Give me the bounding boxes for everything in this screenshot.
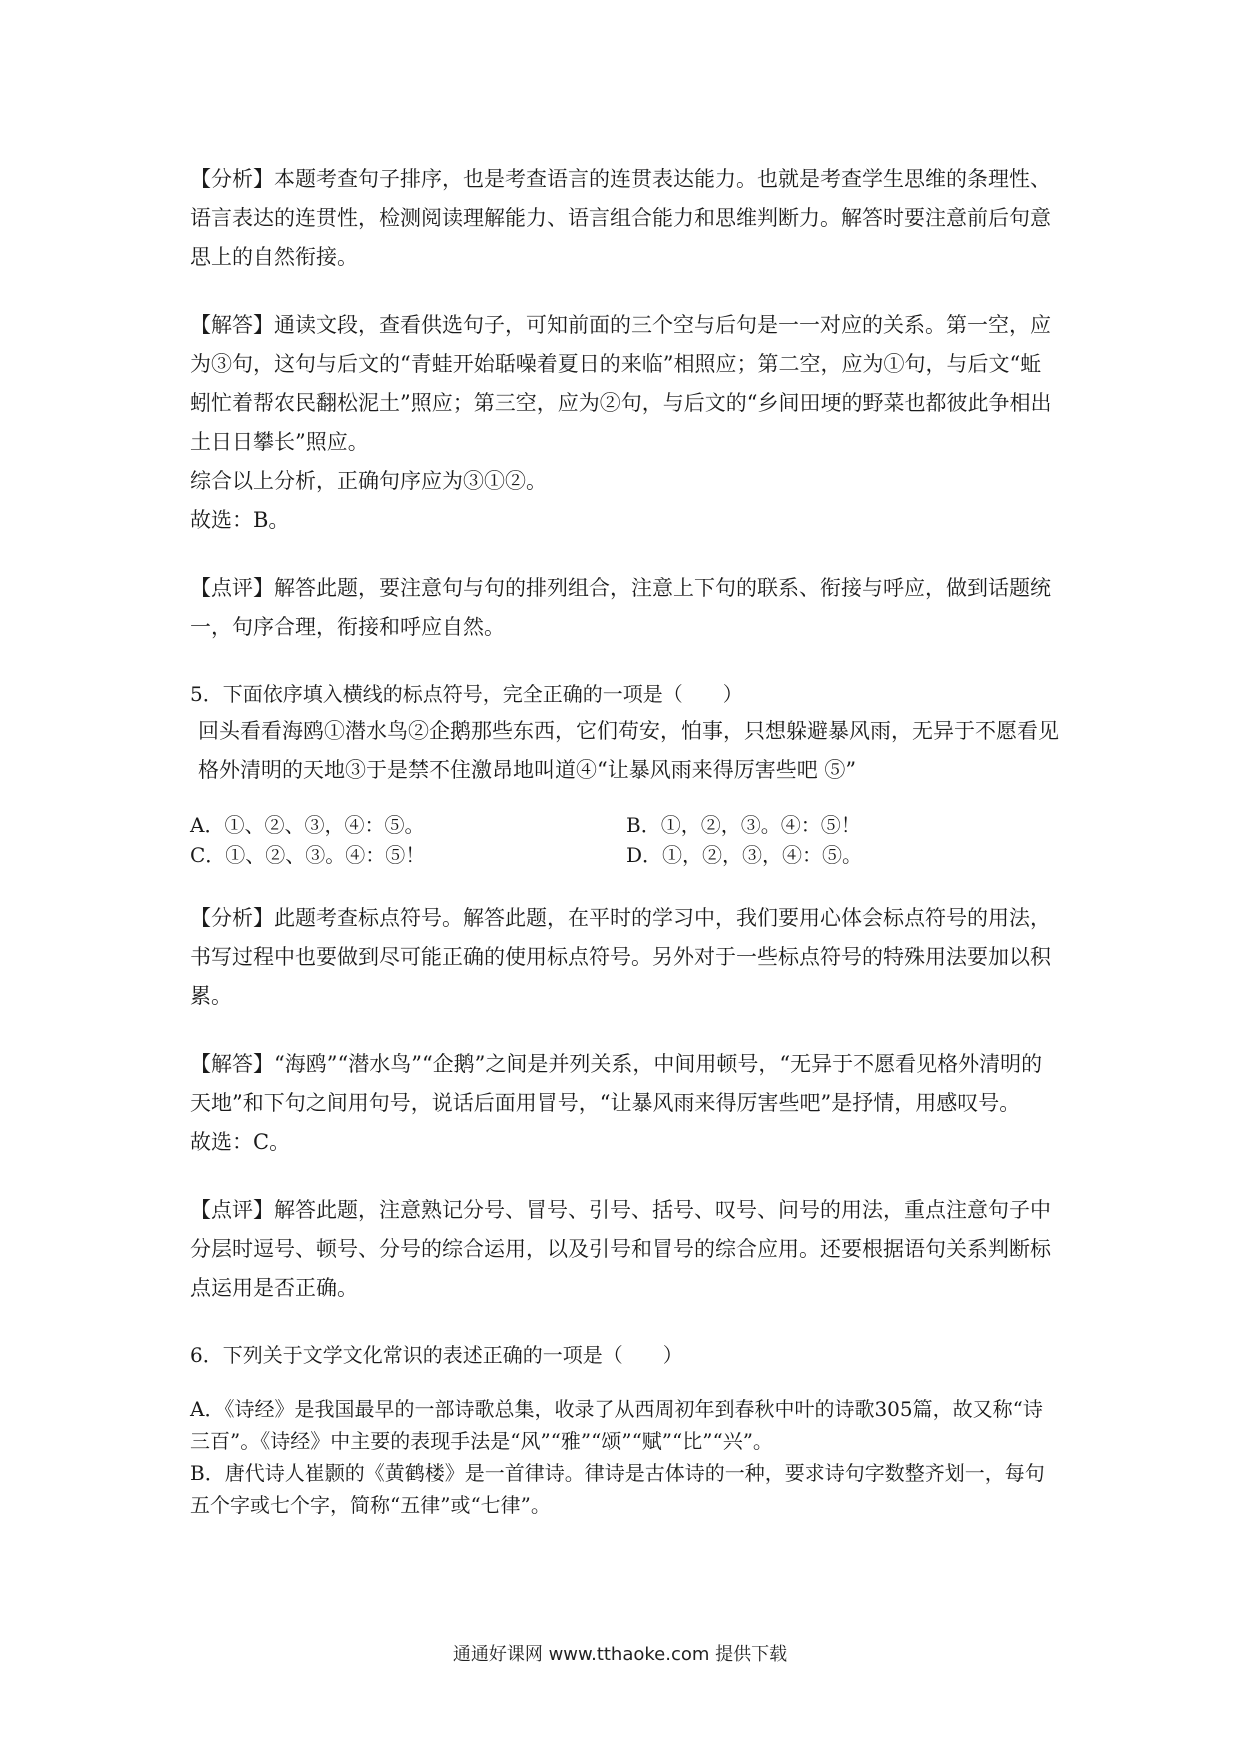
q4-answer: 【解答】通读文段，查看供选句子，可知前面的三个空与后句是一一对应的关系。第一空，应为③句，这句与后文的“青蛙开始聒噪着夏日的来临”相照应；第二空，应为①句，与后文“蚯蚓忙着帮农民翻松泥土”照应；第三空，应为②句，与后文的“乡间田埂的野菜也都彼此争相出土日日攀长”照应。 [190,313,1052,454]
q5-option-d: D．①，②，③，④：⑤。 [626,843,863,867]
q4-comment: 【点评】解答此题，要注意句与句的排列组合，注意上下句的联系、衔接与呼应，做到话题统一，句序合理，衔接和呼应自然。 [190,576,1051,639]
q5-choice: 故选：C。 [190,1130,291,1154]
q5-stem: 5．下面依序填入横线的标点符号，完全正确的一项是（ ） [190,682,743,706]
q5-option-c: C．①、②、③。④：⑤！ [190,843,426,867]
q4-choice: 故选：B。 [190,508,290,532]
q5-passage: 回头看看海鸥①潜水鸟②企鹅那些东西，它们苟安，怕事，只想躲避暴风雨，无异于不愿看见格外清明的天地③于是禁不住激昂地叫道④“让暴风雨来得厉害些吧 ⑤” [198,719,1059,782]
q6-stem: 6．下列关于文学文化常识的表述正确的一项是（ ） [190,1343,683,1367]
page-footer: 通通好课网 www.tthaoke.com 提供下载 [452,1644,788,1665]
q5-answer: 【解答】“海鸥”“潜水鸟”“企鹅”之间是并列关系，中间用顿号，“无异于不愿看见格外清明的天地”和下句之间用句号，说话后面用冒号，“让暴风雨来得厉害些吧”是抒情，用感叹号。 [190,1052,1043,1115]
document-body [190,160,1060,1521]
q6-options [190,1393,1060,1521]
q5-option-b: B．①，②，③。④：⑤！ [626,813,861,837]
q4-analysis: 【分析】本题考查句子排序，也是考查语言的连贯表达能力。也就是考查学生思维的条理性、语言表达的连贯性，检测阅读理解能力、语言组合能力和思维判断力。解答时要注意前后句意思上的自然衔接。 [190,167,1051,269]
q5-comment: 【点评】解答此题，注意熟记分号、冒号、引号、括号、叹号、问号的用法，重点注意句子中分层时逗号、顿号、分号的综合运用，以及引号和冒号的综合应用。还要根据语句关系判断标点运用是否正确。 [190,1198,1051,1300]
q5-options [190,810,1060,870]
q6-option-a: A．《诗经》是我国最早的一部诗歌总集，收录了从西周初年到春秋中叶的诗歌305篇，故又称“诗三百”。《诗经》中主要的表现手法是“风”“雅”“颂”“赋”“比”“兴”。 [190,1397,1043,1453]
q5-analysis: 【分析】此题考查标点符号。解答此题，在平时的学习中，我们要用心体会标点符号的用法，书写过程中也要做到尽可能正确的使用标点符号。另外对于一些标点符号的特殊用法要加以积累。 [190,906,1051,1008]
q4-summary: 综合以上分析，正确句序应为③①②。 [190,469,547,493]
q6-option-b: B．唐代诗人崔颢的《黄鹤楼》是一首律诗。律诗是古体诗的一种，要求诗句字数整齐划一，每句五个字或七个字，简称“五律”或“七律”。 [190,1461,1045,1517]
q5-option-a: A．①、②、③，④：⑤。 [190,813,425,837]
